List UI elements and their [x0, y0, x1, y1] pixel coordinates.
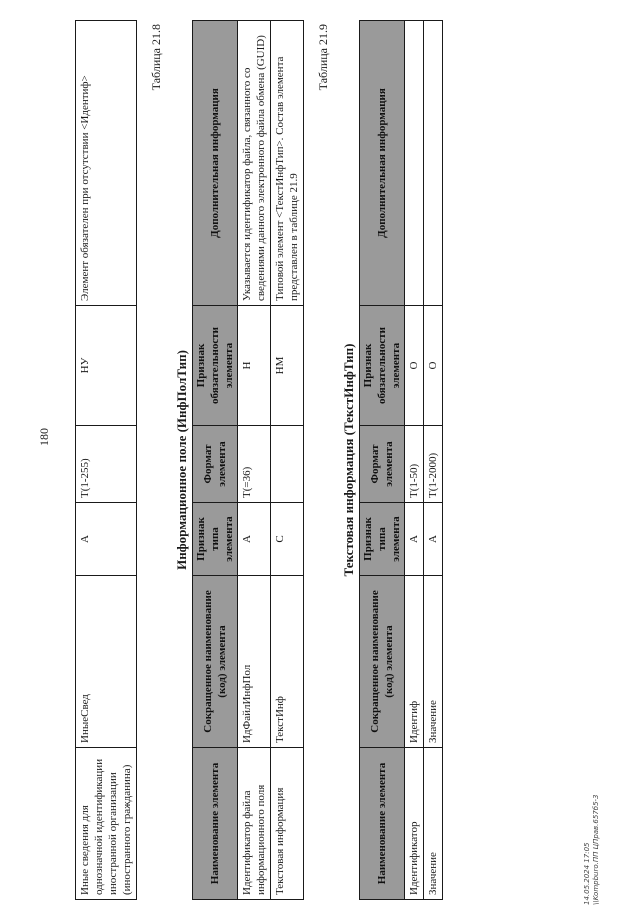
table-row [76, 21, 137, 900]
table-cell: Указывается идентификатор файла, связанного со сведениями данного электронного файла обмена (GUID) [238, 21, 271, 306]
table-cell [271, 426, 304, 503]
table-cell: О [405, 306, 424, 426]
table-cell: Идентификатор файла информационного поля [238, 748, 271, 900]
table-cell: А [238, 503, 271, 576]
column-header: Сокращенное наименование (код) элемента [360, 576, 405, 748]
table-cell: О [424, 306, 443, 426]
table-row [405, 21, 424, 900]
table-cell: ТекстИнф [271, 576, 304, 748]
table-cell: ИдФайлИнфПол [238, 576, 271, 748]
element-required-cell: НУ [76, 306, 137, 426]
table-cell [405, 21, 424, 306]
column-header: Наименование элемента [193, 748, 238, 900]
stamp-date: 14.05.2024 17:05 [583, 842, 591, 905]
table-21-9-label: Таблица 21.9 [316, 24, 330, 91]
table-cell: Типовой элемент <ТекстИнфТип>. Состав элемента представлен в таблице 21.9 [271, 21, 304, 306]
column-header: Формат элемента [193, 426, 238, 503]
column-header: Признак типа элемента [193, 503, 238, 576]
page-number: 180 [37, 428, 51, 446]
table-row [238, 21, 271, 900]
footer-stamp [583, 705, 601, 905]
column-header: Сокращенное наименование (код) элемента [193, 576, 238, 748]
continuation-table [75, 20, 137, 900]
column-header: Дополнительная информация [360, 21, 405, 306]
element-code-cell: ИныеСвед [76, 576, 137, 748]
column-header: Признак обязательности элемента [360, 306, 405, 426]
table-cell: Т(1-2000) [424, 426, 443, 503]
table-21-9 [359, 20, 443, 900]
table-cell: Т(1-50) [405, 426, 424, 503]
table-21-9-title: Текстовая информация (ТекстИнфТип) [341, 343, 356, 577]
table-21-8-label: Таблица 21.8 [149, 24, 163, 91]
table-row [271, 21, 304, 900]
column-header: Наименование элемента [360, 748, 405, 900]
table-cell: Значение [424, 748, 443, 900]
table-cell: Текстовая информация [271, 748, 304, 900]
rotated-page-content [75, 20, 443, 900]
table-row [424, 21, 443, 900]
element-type-cell: А [76, 503, 137, 576]
column-header: Признак обязательности элемента [193, 306, 238, 426]
element-info-cell: Элемент обязателен при отсутствии <Идентиф> [76, 21, 137, 306]
element-format-cell: Т(1-255) [76, 426, 137, 503]
table-cell: А [424, 503, 443, 576]
table-cell: Идентификатор [405, 748, 424, 900]
column-header: Признак типа элемента [360, 503, 405, 576]
column-header: Дополнительная информация [193, 21, 238, 306]
table-cell: А [405, 503, 424, 576]
table-cell: НМ [271, 306, 304, 426]
stamp-path: \\Kompburo.ПП ЦПрав.657б5-3 [592, 794, 600, 905]
table-cell: Н [238, 306, 271, 426]
table-21-8-title: Информационное поле (ИнфПолТип) [174, 350, 189, 570]
table-cell: Значение [424, 576, 443, 748]
table-cell [424, 21, 443, 306]
table-header-row [193, 21, 238, 900]
table-cell: С [271, 503, 304, 576]
table-21-8 [192, 20, 304, 900]
table-header-row [360, 21, 405, 900]
table-cell: Т(=36) [238, 426, 271, 503]
column-header: Формат элемента [360, 426, 405, 503]
element-name-cell: Иные сведения для однозначной идентификации иностранной организации (иностранного гражданина) [76, 748, 137, 900]
table-cell: Идентиф [405, 576, 424, 748]
